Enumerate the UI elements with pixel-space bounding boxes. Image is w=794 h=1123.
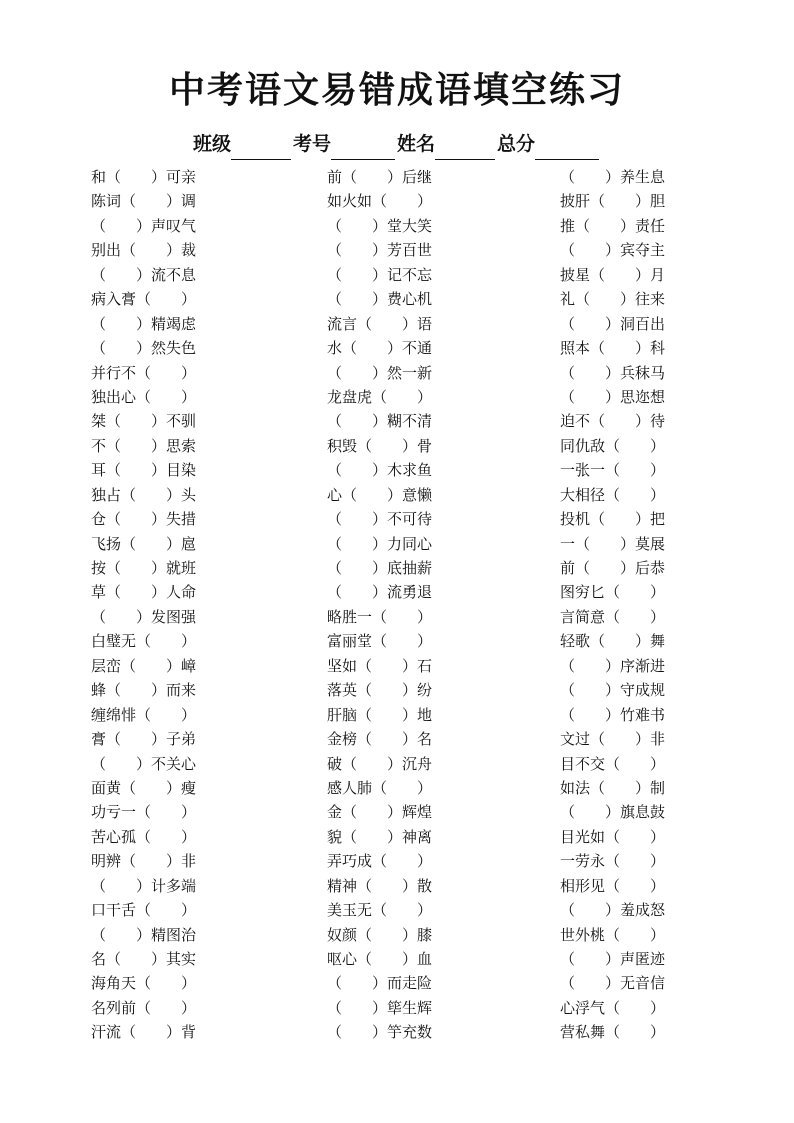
idiom-item: （ ）序渐进 [560,656,666,675]
idiom-item: 弄巧成（ ） [327,852,433,871]
idiom-item: 投机（ ）把 [560,510,666,529]
idiom-item: （ ）堂大笑 [327,216,433,235]
idiom-item: 口干舌（ ） [91,901,197,920]
idiom-item: （ ）流不息 [91,265,197,284]
idiom-item: 照本（ ）科 [560,339,666,358]
idiom-item: 感人肺（ ） [327,778,433,797]
idiom-item: （ ）守成规 [560,681,666,700]
idiom-item: （ ）羞成怒 [560,901,666,920]
idiom-item: 披肝（ ）胆 [560,192,666,211]
idiom-item: （ ）不可待 [327,510,433,529]
score-field [497,128,601,160]
score-blank[interactable] [535,137,599,160]
idiom-column-1 [91,165,196,1045]
idiom-item: 同仇敌（ ） [560,436,666,455]
exam-number-blank[interactable] [331,137,395,160]
score-label: 总分 [497,133,536,155]
idiom-item: 面黄（ ）瘦 [91,778,197,797]
idiom-item: （ ）记不忘 [327,265,433,284]
idiom-item: 名列前（ ） [91,998,197,1017]
page-title: 中考语文易错成语填空练习 [168,70,625,111]
idiom-item: 金榜（ ）名 [327,730,433,749]
idiom-item: 明辨（ ）非 [91,852,197,871]
idiom-item: 破（ ）沉舟 [327,754,433,773]
idiom-item: 相形见（ ） [560,876,666,895]
idiom-item: （ ）芳百世 [327,241,433,260]
idiom-item: 白璧无（ ） [91,632,197,651]
idiom-item: 流言（ ）语 [327,314,433,333]
idiom-item: （ ）宾夺主 [560,241,666,260]
idiom-item: 心（ ）意懒 [327,485,433,504]
idiom-item: 如火如（ ） [327,192,433,211]
idiom-item: 陈词（ ）调 [91,192,197,211]
idiom-item: 桀（ ）不驯 [91,412,197,431]
exam-number-label: 考号 [292,133,331,155]
idiom-item: （ ）发图强 [91,607,197,626]
exam-number-field [293,128,397,160]
idiom-item: 水（ ）不通 [327,339,433,358]
idiom-item: （ ）不关心 [91,754,197,773]
idiom-item: （ ）竽充数 [327,1023,433,1042]
idiom-item: 前（ ）后恭 [560,559,666,577]
idiom-item: （ ）流勇退 [327,583,433,602]
idiom-item: 不（ ）思索 [91,436,197,455]
idiom-item: 如法（ ）制 [560,778,666,797]
idiom-item: 略胜一（ ） [327,607,433,626]
idiom-item: 一张一（ ） [560,461,666,480]
idiom-item: 海角天（ ） [91,974,197,993]
idiom-item: （ ）声匿迹 [560,950,666,968]
idiom-item: 大相径（ ） [560,485,666,504]
idiom-item: 缠绵悱（ ） [91,705,197,724]
idiom-item: 和（ ）可亲 [91,168,197,186]
idiom-item: 龙盘虎（ ） [327,387,433,406]
class-field [193,128,293,160]
idiom-item: （ ）竹难书 [560,705,666,724]
idiom-item: 肝脑（ ）地 [327,705,433,724]
idiom-item: （ ）费心机 [327,290,433,309]
idiom-item: 独占（ ）头 [91,485,197,504]
idiom-item: 仓（ ）失措 [91,510,197,529]
idiom-item: 坚如（ ）石 [327,656,433,675]
student-info-line [0,128,794,160]
idiom-item: 精神（ ）散 [327,876,433,895]
idiom-column-3 [560,165,665,1045]
idiom-item: （ ）糊不清 [327,412,433,431]
idiom-item: 图穷匕（ ） [560,583,666,602]
idiom-item: 按（ ）就班 [91,559,197,577]
idiom-item: （ ）旗息鼓 [560,803,666,822]
idiom-item: 名（ ）其实 [91,950,197,968]
idiom-item: 富丽堂（ ） [327,632,433,651]
idiom-item: 营私舞（ ） [560,1023,666,1042]
idiom-item: 礼（ ）往来 [560,290,666,309]
idiom-item: 目不交（ ） [560,754,666,773]
idiom-column-2 [327,165,432,1045]
idiom-item: （ ）底抽薪 [327,559,433,577]
idiom-item: （ ）洞百出 [560,314,666,333]
idiom-item: 文过（ ）非 [560,730,666,749]
idiom-item: （ ）无音信 [560,974,666,993]
idiom-item: 目光如（ ） [560,827,666,846]
idiom-item: 别出（ ）裁 [91,241,197,260]
idiom-item: 苦心孤（ ） [91,827,197,846]
idiom-item: 层峦（ ）嶂 [91,656,197,675]
idiom-item: 推（ ）责任 [560,216,666,235]
idiom-item: 病入膏（ ） [91,290,197,309]
idiom-item: （ ）然一新 [327,363,433,382]
idiom-item: （ ）木求鱼 [327,461,433,480]
idiom-item: 草（ ）人命 [91,583,197,602]
idiom-item: （ ）精图治 [91,925,197,944]
idiom-item: 呕心（ ）血 [327,950,433,968]
idiom-item: 蜂（ ）而来 [91,681,197,700]
name-blank[interactable] [435,137,495,160]
idiom-item: 迫不（ ）待 [560,412,666,431]
idiom-item: 飞扬（ ）扈 [91,534,197,553]
idiom-item: 积毁（ ）骨 [327,436,433,455]
class-label: 班级 [192,133,231,155]
idiom-item: 貌（ ）神离 [327,827,433,846]
idiom-item: 并行不（ ） [91,363,197,382]
idiom-item: （ ）筚生辉 [327,998,433,1017]
idiom-item: 一劳永（ ） [560,852,666,871]
idiom-item: （ ）声叹气 [91,216,197,235]
idiom-item: 前（ ）后继 [327,168,433,186]
idiom-item: 落英（ ）纷 [327,681,433,700]
idiom-item: 披星（ ）月 [560,265,666,284]
idiom-item: 膏（ ）子弟 [91,730,197,749]
idiom-item: 言简意（ ） [560,607,666,626]
name-field [397,128,497,160]
idiom-item: （ ）养生息 [560,168,666,186]
idiom-item: 美玉无（ ） [327,901,433,920]
name-label: 姓名 [397,133,436,155]
idiom-item: （ ）然失色 [91,339,197,358]
idiom-item: 轻歌（ ）舞 [560,632,666,651]
idiom-item: （ ）计多端 [91,876,197,895]
class-blank[interactable] [231,137,291,160]
idiom-item: （ ）精竭虑 [91,314,197,333]
idiom-item: 奴颜（ ）膝 [327,925,433,944]
idiom-item: （ ）而走险 [327,974,433,993]
idiom-item: 独出心（ ） [91,387,197,406]
idiom-item: （ ）力同心 [327,534,433,553]
idiom-item: 心浮气（ ） [560,998,666,1017]
idiom-item: （ ）兵秣马 [560,363,666,382]
idiom-item: （ ）思迩想 [560,387,666,406]
idiom-item: 功亏一（ ） [91,803,197,822]
idiom-item: 汗流（ ）背 [91,1023,197,1042]
idiom-item: 耳（ ）目染 [91,461,197,480]
idiom-item: 世外桃（ ） [560,925,666,944]
idiom-item: 一（ ）莫展 [560,534,666,553]
idiom-item: 金（ ）辉煌 [327,803,433,822]
